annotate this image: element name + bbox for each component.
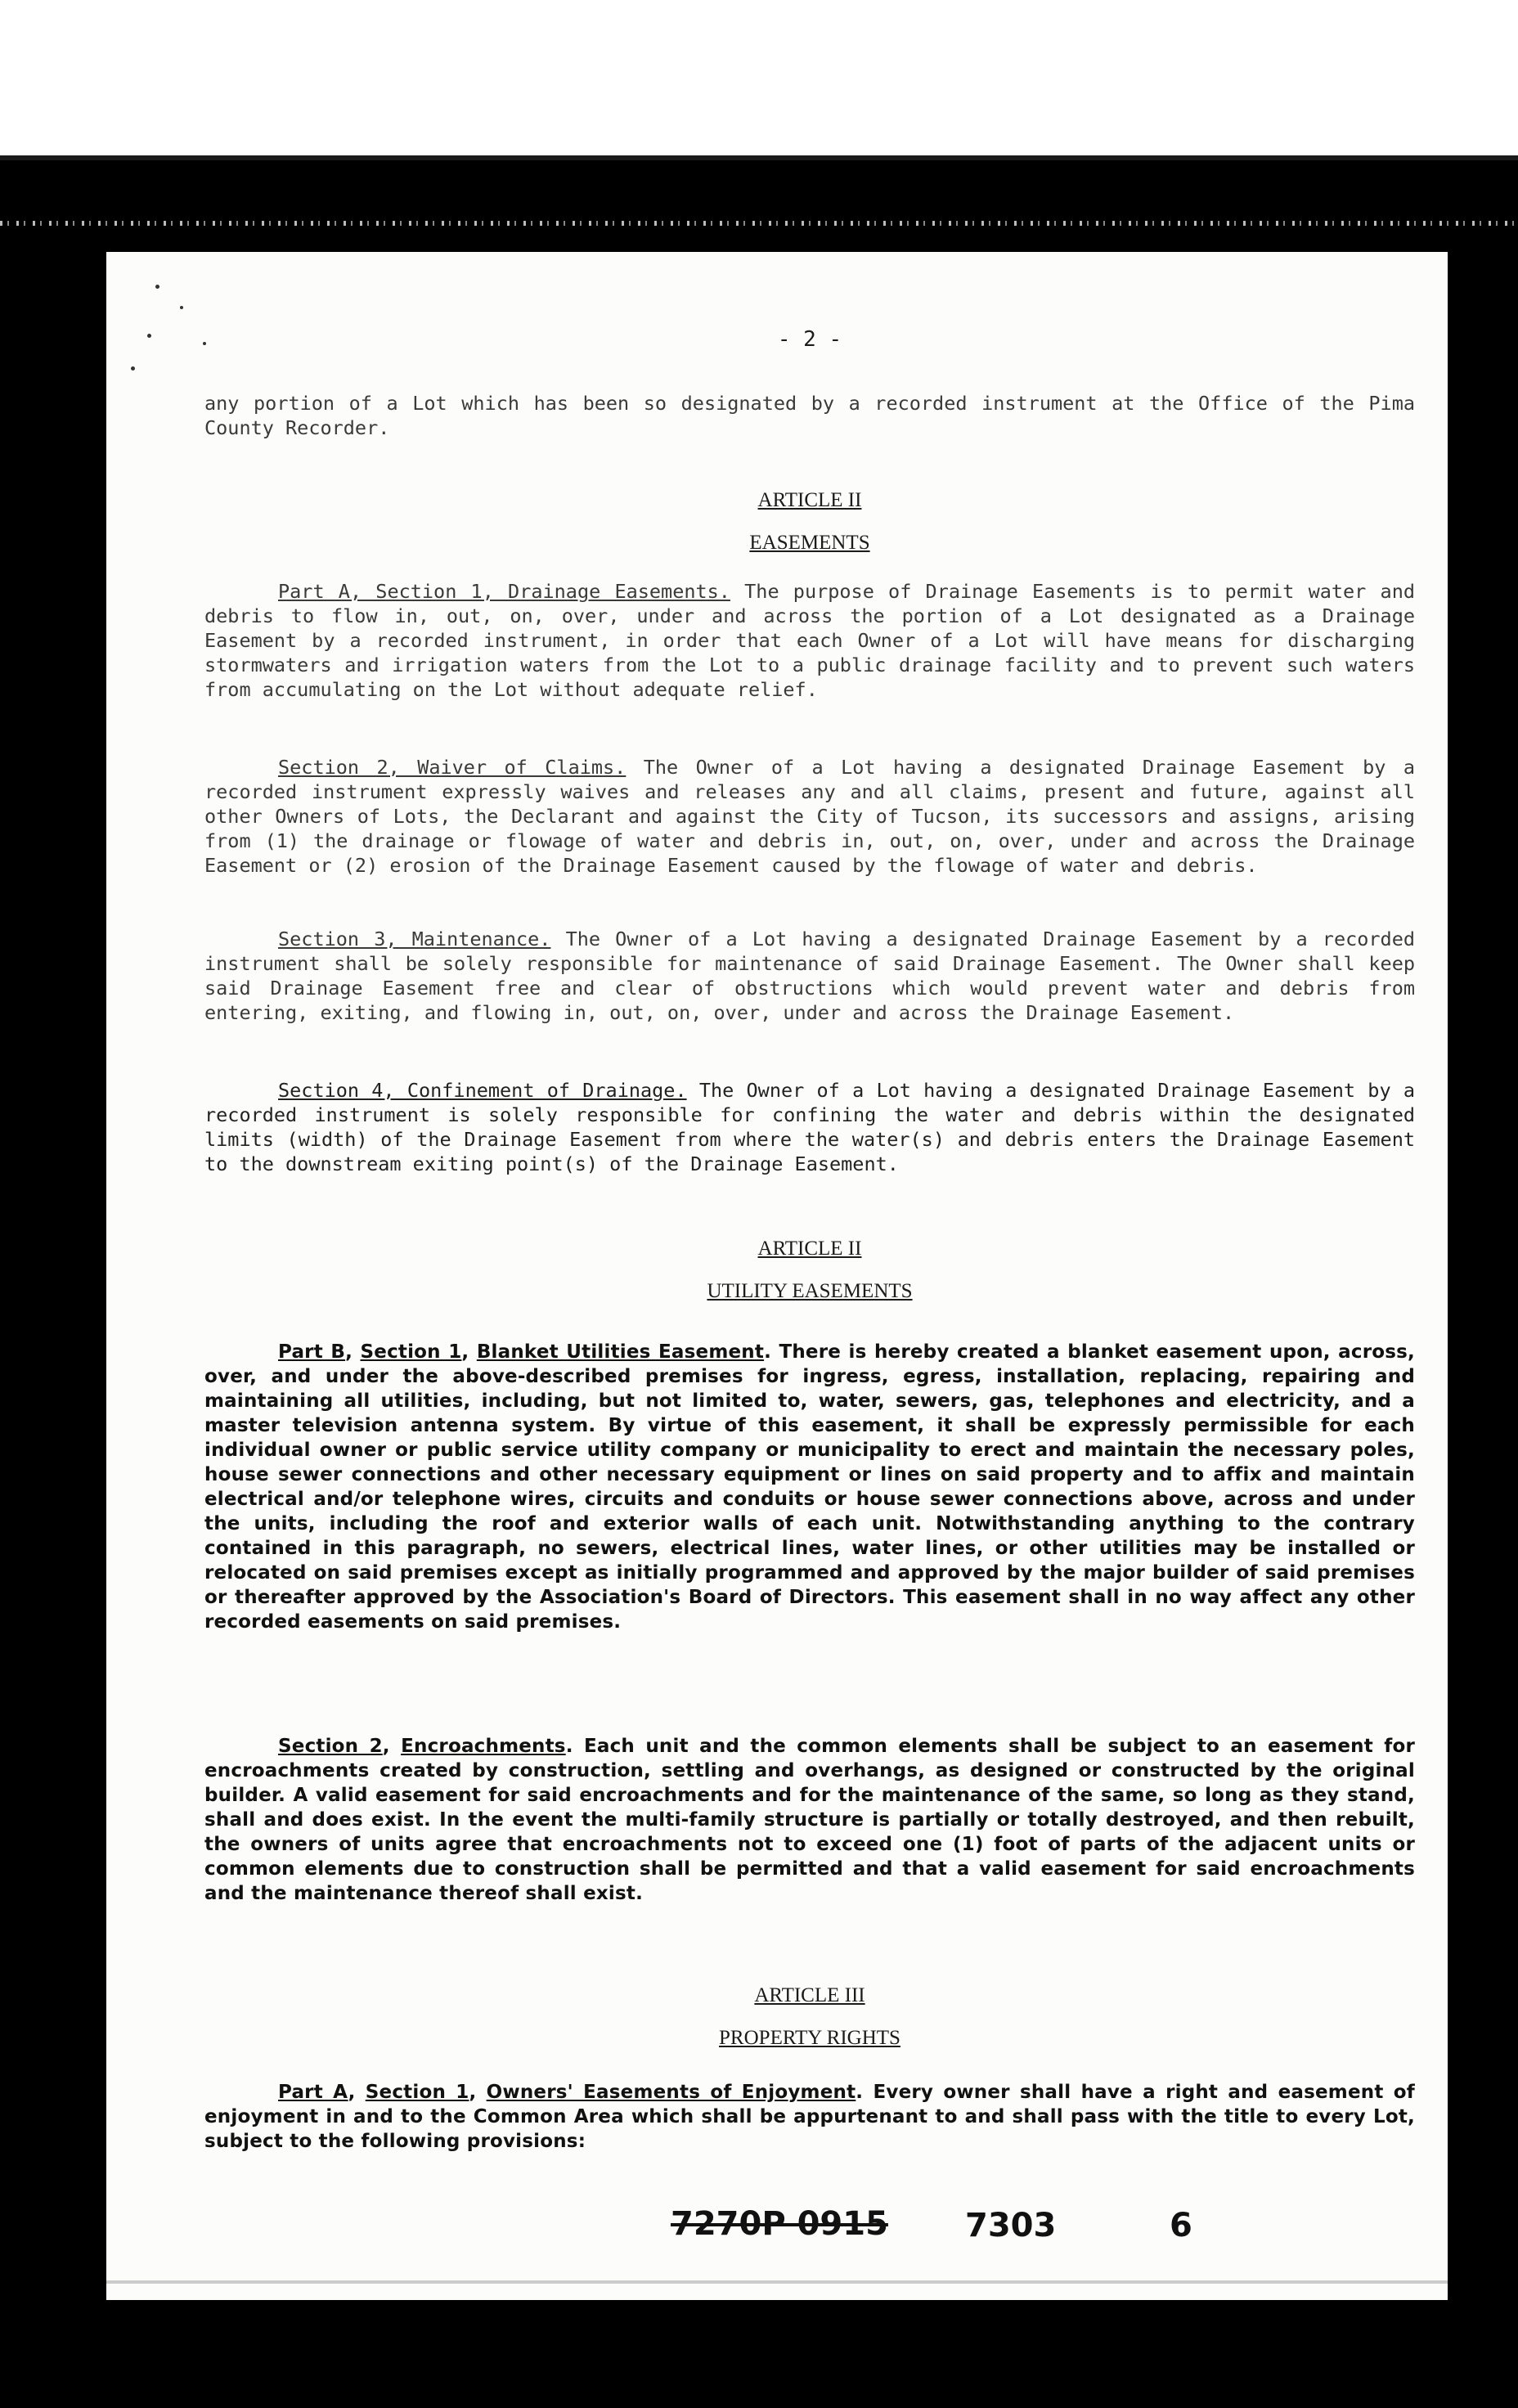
section-text: . Each unit and the common elements shall be subject to an easement for encroachments created by construction, settling and overhangs, as designed or constructed by the original builder. A valid easement for said encroachments and for the maintenance of the same, so long as they stand, shall and does exist. In the event the multi-family structure is partially or totally destroyed, and then rebuilt, the owners of units agree that encroachments not to exceed one (1) foot of parts of the adjacent units or common elements due to construction shall be permitted and that a valid easement for said encroachments and the maintenance thereof shall exist. bbox=[204, 1736, 1415, 1904]
section-caption-part: Part A bbox=[278, 2082, 348, 2103]
section-caption-title: Encroachments bbox=[401, 1736, 566, 1757]
section-text: The Owner of a Lot having a designated Drainage Easement by a recorded instrument expressly waives and releases any and all claims, present and future, against all other Owners of Lots, the Declarant and against the City of Tucson, its successors and assigns, arising from (1) the drainage or flowage of water and debris in, out, on, over, under and across the Drainage Easement or (2) erosion of the Drainage Easement caused by the flowage of water and debris. bbox=[204, 756, 1415, 877]
section-caption-title: Blanket Utilities Easement bbox=[476, 1341, 765, 1363]
footer-page-number: 6 bbox=[1170, 2207, 1192, 2244]
caption-separator: , bbox=[461, 1341, 477, 1363]
article-iii-title: ARTICLE III bbox=[754, 1984, 865, 2006]
section-text: . There is hereby created a blanket easement upon, across, over, and under the above-described premises for ingress, egress, installation, replacing, repairing and maintaining all utilities, including, but not limited to, water, sewers, gas, telephones and electricity, and a master television antenna system. By virtue of this easement, it shall be expressly permissible for each individual owner or public service utility company or municipality to erect and maintain the necessary poles, house sewer connections and other necessary equipment or lines on said property and to affix and maintain electrical and/or telephone wires, circuits and conduits or house sewer connections above, across and under the units, including the roof and exterior walls of each unit. Notwithstanding anything to the contrary contained in this paragraph, no sewers, electrical lines, water lines, or other utilities may be installed or relocated on said premises except as initially programmed and approved by the major builder of said premises or thereafter approved by the Association's Board of Directors. This easement shall in no way affect any other recorded easements on said premises. bbox=[204, 1341, 1415, 1633]
section-caption-part: Part B bbox=[278, 1341, 346, 1363]
section-caption-title: Owners' Easements of Enjoyment bbox=[486, 2082, 856, 2103]
caption-separator: , bbox=[345, 1341, 361, 1363]
section-text: The Owner of a Lot having a designated Drainage Easement by a recorded instrument shall be solely responsible for maintenance of said Drainage Easement. The Owner shall keep said Drainage Easement free and clear of obstructions which would prevent water and debris from entering, exiting, and flowing in, out, on, over, under and across the Drainage Easement. bbox=[204, 928, 1415, 1024]
confinement-paragraph bbox=[204, 1078, 1415, 1176]
section-caption-section: Section 1 bbox=[365, 2082, 469, 2103]
drainage-easements-paragraph bbox=[204, 579, 1415, 702]
document-page bbox=[106, 252, 1448, 2300]
scan-speck bbox=[147, 334, 151, 338]
page-number: - 2 - bbox=[777, 327, 842, 352]
footer-sequence-number: 7303 bbox=[965, 2207, 1057, 2244]
scan-noise-strip bbox=[0, 221, 1518, 226]
caption-separator: , bbox=[469, 2082, 487, 2103]
section-caption: Section 4, Confinement of Drainage. bbox=[278, 1079, 687, 1102]
article-ii-title: ARTICLE II bbox=[757, 489, 862, 511]
maintenance-paragraph bbox=[204, 927, 1415, 1025]
article-iii-subtitle: PROPERTY RIGHTS bbox=[719, 2027, 900, 2049]
section-caption-section: Section 2 bbox=[278, 1736, 383, 1757]
section-text: . Every owner shall have a right and easement of enjoyment in and to the Common Area which shall be appurtenant to and shall pass with the title to every Lot, subject to the following provisions: bbox=[204, 2082, 1415, 2152]
scan-top-margin bbox=[0, 0, 1518, 155]
section-caption: Section 2, Waiver of Claims. bbox=[278, 756, 627, 779]
section-caption: Part A, Section 1, Drainage Easements. bbox=[278, 580, 730, 603]
caption-separator: , bbox=[348, 2082, 366, 2103]
scan-speck bbox=[180, 306, 183, 309]
section-caption: Section 3, Maintenance. bbox=[278, 928, 551, 950]
section-text: The Owner of a Lot having a designated Drainage Easement by a recorded instrument is solely responsible for confining the water and debris within the designated limits (width) of the Drainage Easement from where the water(s) and debris enters the Drainage Easement to the downstream exiting point(s) of the Drainage Easement. bbox=[204, 1079, 1415, 1175]
section-text: The purpose of Drainage Easements is to permit water and debris to flow in, out, on, over, under and across the portion of a Lot designated as a Drainage Easement by a recorded instrument, in order that each Owner of a Lot will have means for discharging stormwaters and irrigation waters from the Lot to a public drainage facility and to prevent such waters from accumulating on the Lot without adequate relief. bbox=[204, 580, 1415, 701]
owners-easements-paragraph bbox=[204, 2080, 1415, 2154]
scan-speck bbox=[131, 366, 135, 371]
section-caption-section: Section 1 bbox=[360, 1341, 462, 1363]
scan-bottom-edge bbox=[106, 2280, 1448, 2284]
waiver-of-claims-paragraph bbox=[204, 755, 1415, 878]
article-ii-b-title: ARTICLE II bbox=[757, 1238, 862, 1260]
intro-paragraph: any portion of a Lot which has been so designated by a recorded instrument at the Office of the Pima County Recorder. bbox=[204, 392, 1415, 439]
article-ii-subtitle: EASEMENTS bbox=[749, 532, 870, 554]
encroachments-paragraph bbox=[204, 1734, 1415, 1906]
blanket-utilities-paragraph bbox=[204, 1340, 1415, 1634]
footer-docket-code: 7270P 0915 bbox=[671, 2205, 888, 2243]
caption-separator: , bbox=[382, 1736, 402, 1757]
article-ii-b-subtitle: UTILITY EASEMENTS bbox=[707, 1280, 913, 1302]
scan-speck bbox=[155, 285, 159, 289]
scan-top-rule bbox=[0, 155, 1518, 160]
